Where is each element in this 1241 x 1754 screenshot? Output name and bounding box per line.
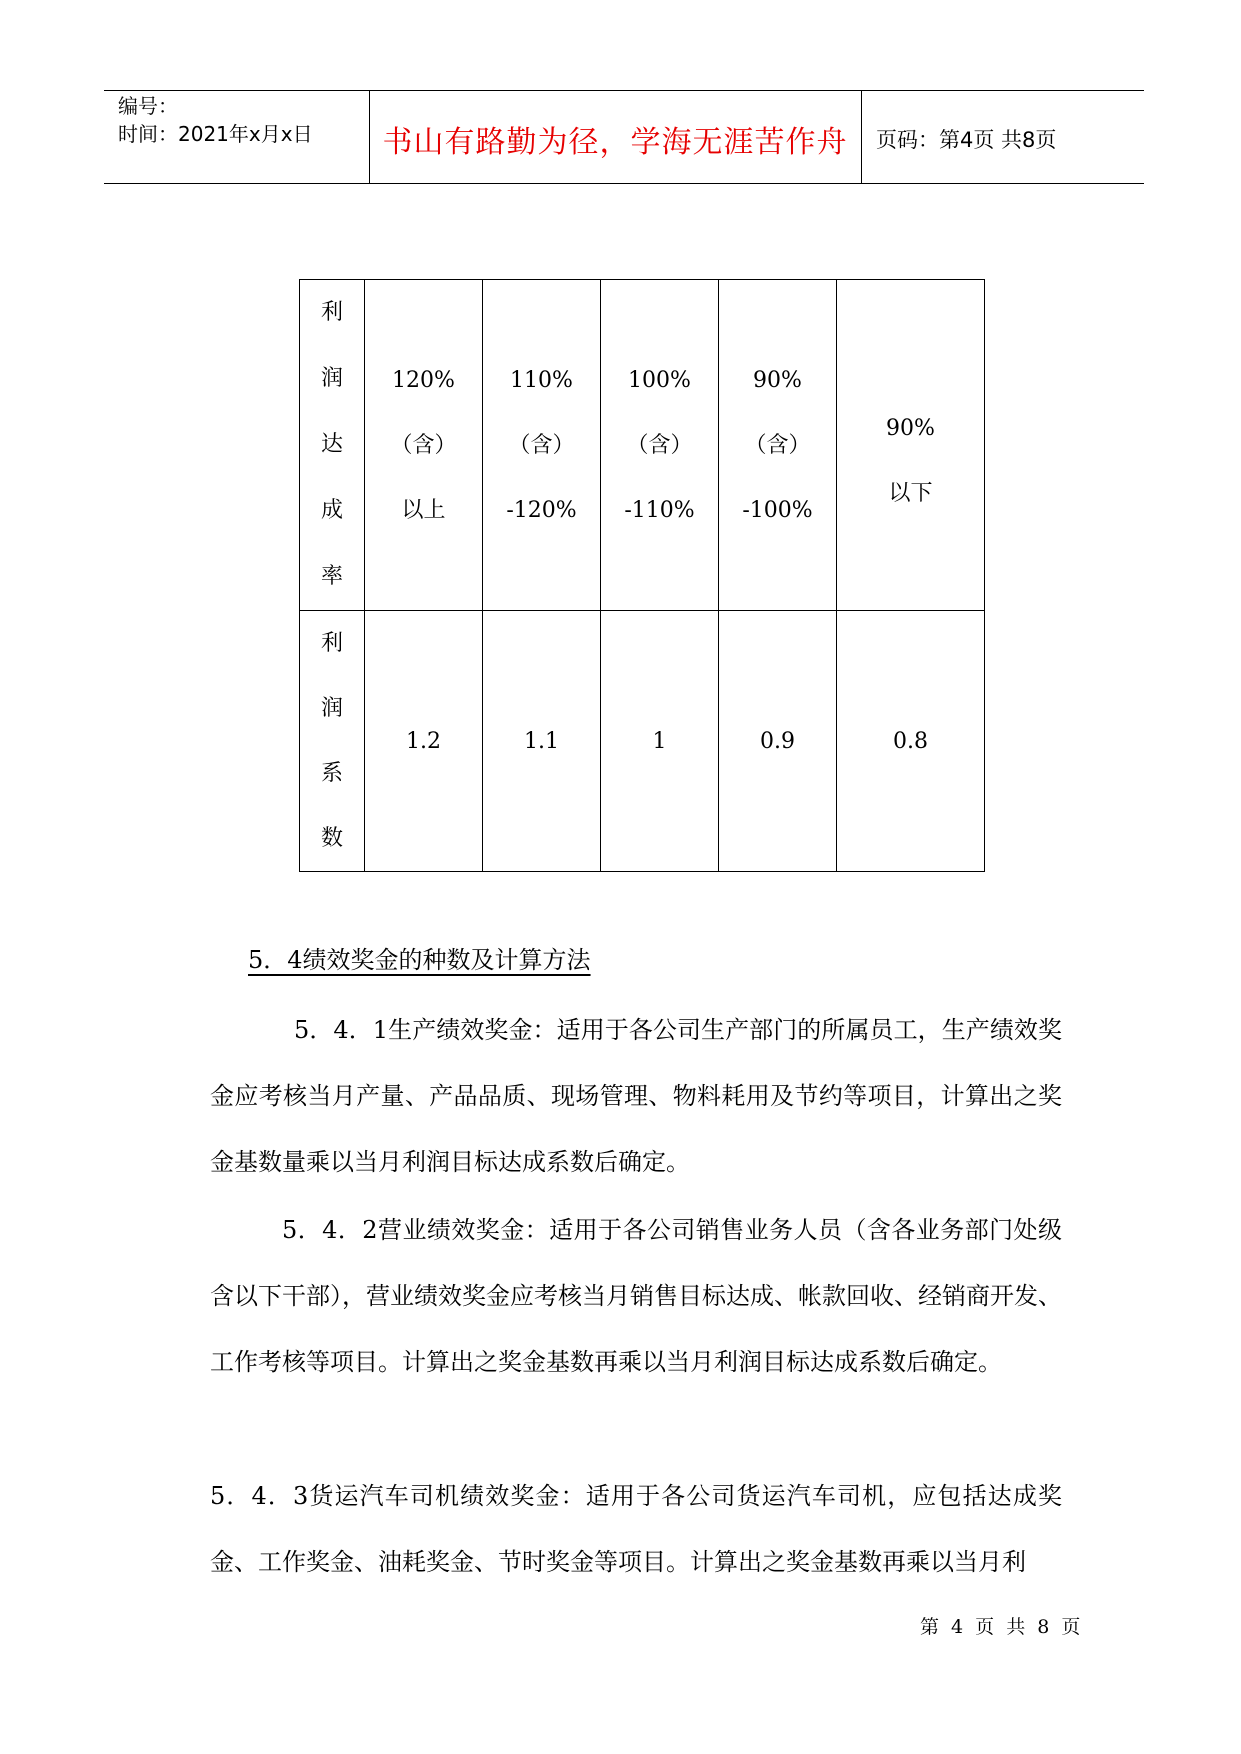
rate-range: 以上 bbox=[401, 497, 446, 523]
header-char: 数 bbox=[320, 826, 343, 851]
header-meta bbox=[118, 92, 313, 148]
header-char: 系 bbox=[320, 761, 343, 786]
profit-coefficient-table bbox=[299, 279, 985, 872]
rate-qualifier: （含） bbox=[744, 432, 811, 458]
rate-cell bbox=[601, 280, 719, 611]
rate-qualifier: （含） bbox=[390, 432, 457, 458]
header-char: 达 bbox=[320, 432, 343, 457]
coefficient-cell: 0.9 bbox=[719, 611, 837, 872]
rate-qualifier: 以下 bbox=[888, 481, 933, 506]
achievement-rate-row bbox=[300, 280, 985, 611]
document-number-label: 编号： bbox=[118, 94, 178, 118]
header-motto: 书山有路勤为径，学海无涯苦作舟 bbox=[382, 125, 848, 160]
header-char: 利 bbox=[320, 300, 343, 325]
document-time-label: 时间：2021年x月x日 bbox=[118, 122, 313, 146]
paragraph-sales-bonus: 5．4．2营业绩效奖金：适用于各公司销售业务人员（含各业务部门处级含以下干部），营业绩效奖金应考核当月销售目标达成、帐款回收、经销商开发、工作考核等项目。计算出之奖金基数再乘以当月利润目标达成系数后确定。 bbox=[210, 1216, 1062, 1376]
coefficient-cell: 1 bbox=[601, 611, 719, 872]
rate-qualifier: （含） bbox=[626, 432, 693, 458]
rate-value: 120% bbox=[392, 367, 455, 393]
header-page-label: 页码：第4页 共8页 bbox=[876, 128, 1057, 152]
header-divider-right bbox=[861, 90, 862, 184]
achievement-rate-header bbox=[300, 280, 365, 611]
rate-range: -110% bbox=[624, 497, 695, 523]
rate-cell bbox=[719, 280, 837, 611]
coefficient-cell: 0.8 bbox=[837, 611, 985, 872]
section-heading: 5．4绩效奖金的种数及计算方法 bbox=[248, 946, 591, 974]
header-char: 利 bbox=[320, 631, 343, 656]
rate-range: -120% bbox=[506, 497, 577, 523]
header-char: 润 bbox=[320, 696, 343, 721]
header-bottom-rule bbox=[104, 183, 1144, 184]
paragraph-production-bonus: 5．4．1生产绩效奖金：适用于各公司生产部门的所属员工，生产绩效奖金应考核当月产量、产品品质、现场管理、物料耗用及节约等项目，计算出之奖金基数量乘以当月利润目标达成系数后确定。 bbox=[210, 1016, 1062, 1176]
rate-value: 100% bbox=[628, 367, 691, 393]
coefficient-cell: 1.2 bbox=[365, 611, 483, 872]
rate-range: -100% bbox=[742, 497, 813, 523]
profit-coefficient-row bbox=[300, 611, 985, 872]
profit-coefficient-header bbox=[300, 611, 365, 872]
rate-value: 110% bbox=[510, 367, 573, 393]
header-char: 润 bbox=[320, 366, 343, 391]
header-top-rule bbox=[104, 90, 1144, 91]
rate-cell bbox=[483, 280, 601, 611]
coefficient-cell: 1.1 bbox=[483, 611, 601, 872]
header-char: 率 bbox=[320, 564, 343, 589]
rate-qualifier: （含） bbox=[508, 432, 575, 458]
rate-value: 90% bbox=[753, 367, 802, 393]
rate-cell bbox=[837, 280, 985, 611]
rate-value: 90% bbox=[886, 416, 935, 441]
page-footer: 第 4 页 共 8 页 bbox=[920, 1616, 1081, 1638]
rate-cell bbox=[365, 280, 483, 611]
header-char: 成 bbox=[320, 498, 343, 523]
paragraph-driver-bonus: 5．4．3货运汽车司机绩效奖金：适用于各公司货运汽车司机，应包括达成奖金、工作奖金、油耗奖金、节时奖金等项目。计算出之奖金基数再乘以当月利 bbox=[210, 1482, 1062, 1576]
